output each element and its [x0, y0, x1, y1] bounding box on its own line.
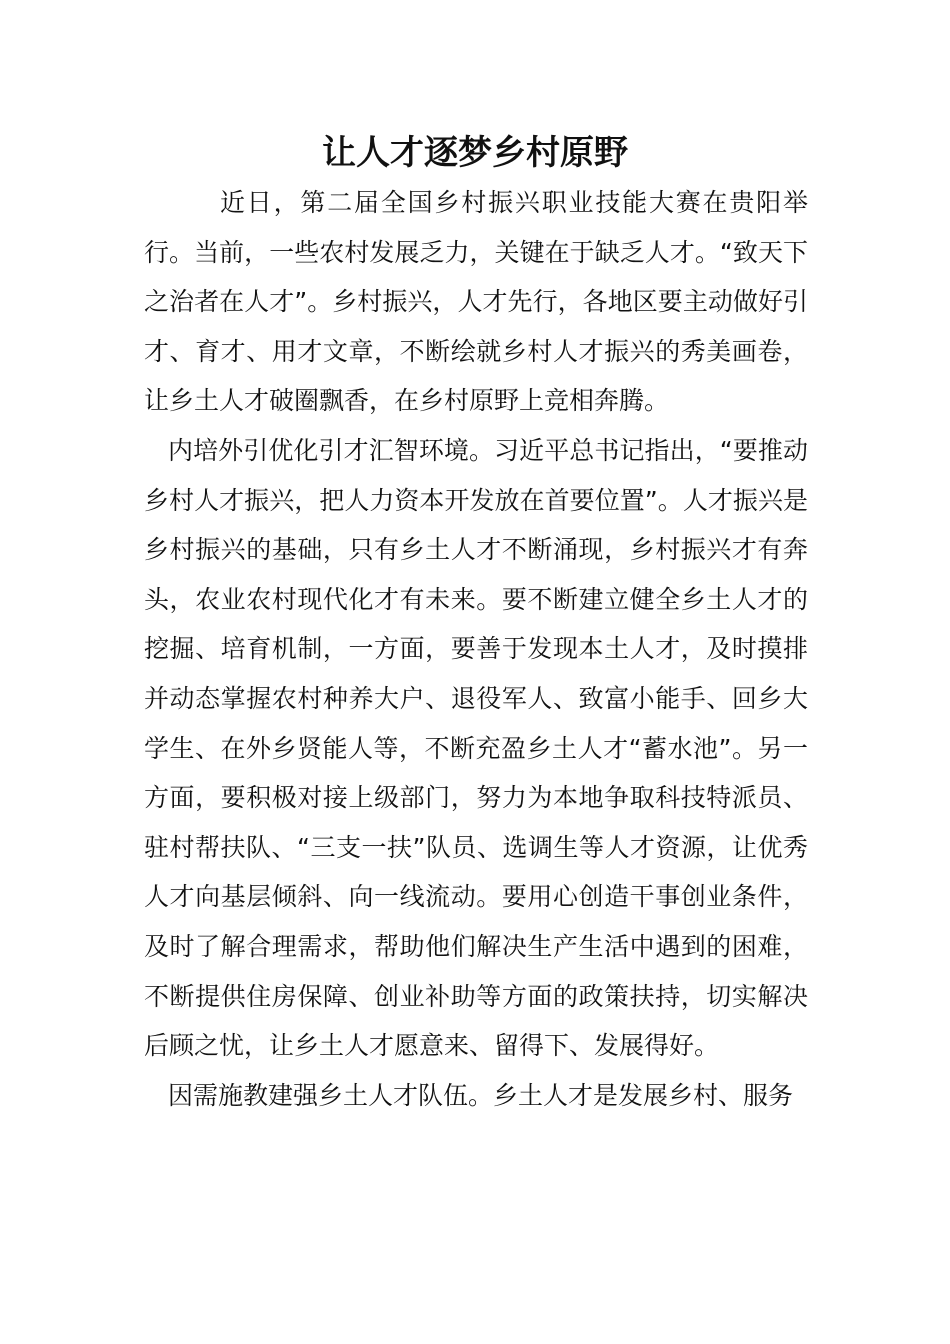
paragraph-intro: 近日，第二届全国乡村振兴职业技能大赛在贵阳举行。当前，一些农村发展乏力，关键在于缺乏人才。“致天下之治者在人才”。乡村振兴，人才先行，各地区要主动做好引才、育才、用才文章，不断绘就乡村人才振兴的秀美画卷，让乡土人才破圈飘香，在乡村原野上竞相奔腾。: [144, 188, 808, 416]
document-title: 让人才逐梦乡村原野: [322, 133, 628, 173]
document-body: [144, 178, 808, 1120]
paragraph-talent-environment: 内培外引优化引才汇智环境。习近平总书记指出，“要推动乡村人才振兴，把人力资本开发放在首要位置”。人才振兴是乡村振兴的基础，只有乡土人才不断涌现，乡村振兴才有奔头，农业农村现代化才有未来。要不断建立健全乡土人才的挖掘、培育机制，一方面，要善于发现本土人才，及时摸排并动态掌握农村种养大户、退役军人、致富小能手、回乡大学生、在外乡贤能人等，不断充盈乡土人才“蓄水池”。另一方面，要积极对接上级部门，努力为本地争取科技特派员、驻村帮扶队、“三支一扶”队员、选调生等人才资源，让优秀人才向基层倾斜、向一线流动。要用心创造干事创业条件，及时了解合理需求，帮助他们解决生产生活中遇到的困难，不断提供住房保障、创业补助等方面的政策扶持，切实解决后顾之忧，让乡土人才愿意来、留得下、发展得好。: [144, 435, 808, 1061]
paragraph-talent-team: 因需施教建强乡土人才队伍。乡土人才是发展乡村、服务: [168, 1080, 794, 1110]
